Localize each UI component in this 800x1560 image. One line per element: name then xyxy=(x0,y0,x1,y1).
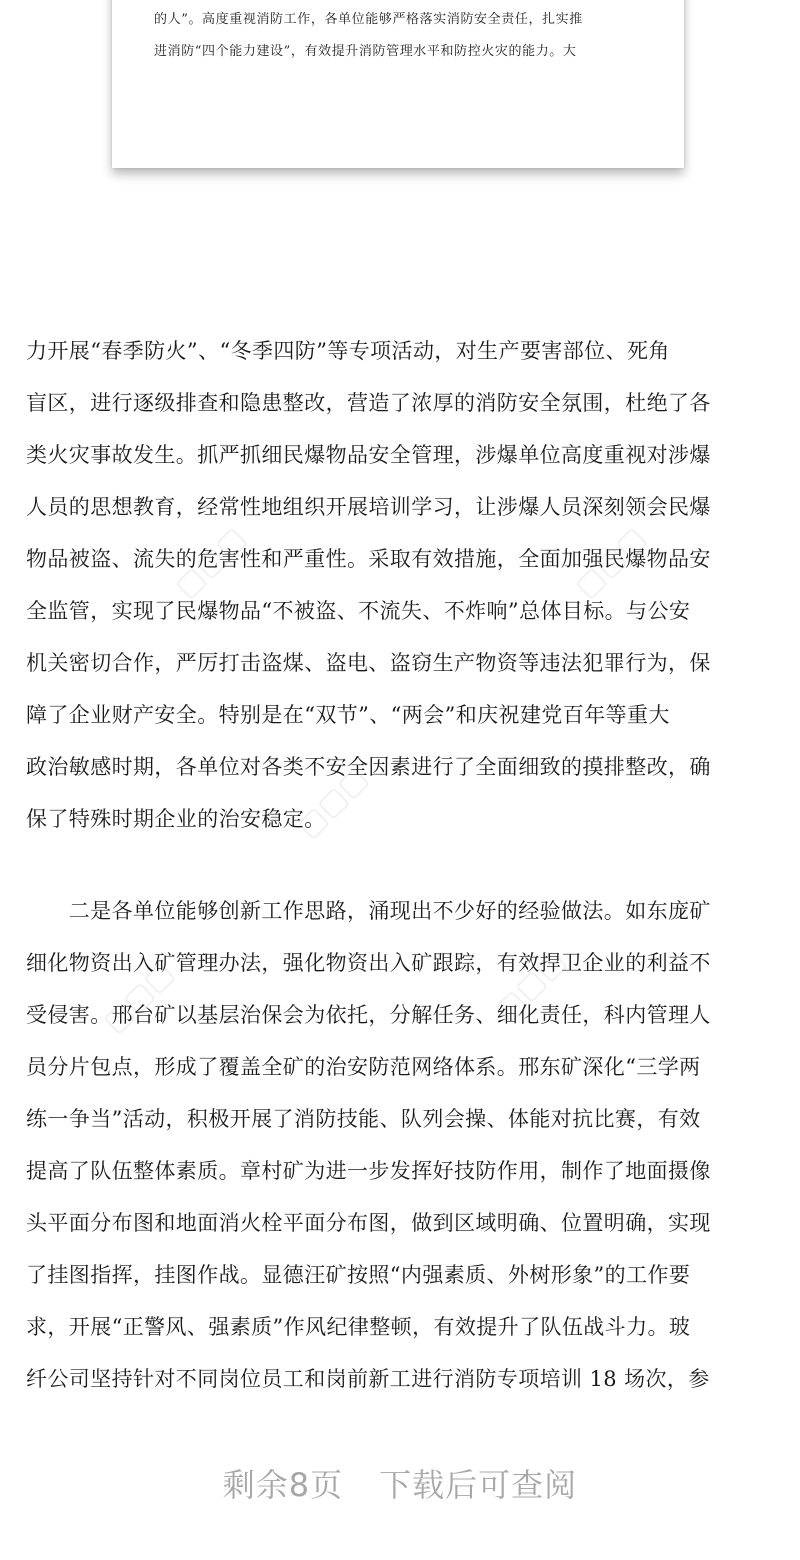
preview-page-card xyxy=(112,0,684,168)
paragraph-line: 求，开展“正警风、强素质”作风纪律整顿，有效提升了队伍战斗力。玻 xyxy=(26,1315,691,1339)
paragraph-line: 类火灾事故发生。抓严抓细民爆物品安全管理，涉爆单位高度重视对涉爆 xyxy=(26,443,711,467)
paragraph-line: 员分片包点，形成了覆盖全矿的治安防范网络体系。邢东矿深化“三学两 xyxy=(26,1055,701,1079)
watermark-icon: ▢▢▢ xyxy=(96,955,181,1040)
paragraph-line: 纤公司坚持针对不同岗位员工和岗前新工进行消防专项培训 18 场次，参 xyxy=(26,1367,710,1391)
paragraph-line: 物品被盗、流失的危害性和严重性。采取有效措施，全面加强民爆物品安 xyxy=(26,547,711,571)
remaining-pages-label: 剩余8页 xyxy=(222,1466,344,1504)
download-to-read-more-button[interactable] xyxy=(0,1460,800,1506)
preview-text-line: 的人”。高度重视消防工作，各单位能够严格落实消防安全责任，扎实推 xyxy=(154,12,583,27)
paragraph-line: 了挂图指挥，挂图作战。显德汪矿按照“内强素质、外树形象”的工作要 xyxy=(26,1263,691,1287)
paragraph-line: 力开展“春季防火”、“冬季四防”等专项活动，对生产要害部位、死角 xyxy=(26,339,670,363)
watermark-icon: ▢▢▢ xyxy=(290,760,375,845)
paragraph-line: 盲区，进行逐级排查和隐患整改，营造了浓厚的消防安全氛围，杜绝了各 xyxy=(26,391,711,415)
paragraph-line: 保了特殊时期企业的治安稳定。 xyxy=(26,807,326,831)
preview-text-line: 进消防“四个能力建设”，有效提升消防管理水平和防控火灾的能力。大 xyxy=(154,44,577,59)
paragraph-line: 细化物资出入矿管理办法，强化物资出入矿跟踪，有效捍卫企业的利益不 xyxy=(26,951,711,975)
download-prompt-label: 下载后可查阅 xyxy=(379,1466,578,1504)
paragraph-line: 机关密切合作，严厉打击盗煤、盗电、盗窃生产物资等违法犯罪行为，保 xyxy=(26,651,711,675)
paragraph-line: 全监管，实现了民爆物品“不被盗、不流失、不炸响”总体目标。与公安 xyxy=(26,599,691,623)
paragraph-line: 练一争当”活动，积极开展了消防技能、队列会操、体能对抗比赛，有效 xyxy=(26,1107,701,1131)
paragraph-line: 政治敏感时期，各单位对各类不安全因素进行了全面细致的摸排整改，确 xyxy=(26,755,711,779)
watermark-icon: ▢▢▢ xyxy=(168,520,253,605)
paragraph-line: 人员的思想教育，经常性地组织开展培训学习，让涉爆人员深刻领会民爆 xyxy=(26,495,711,519)
paragraph-line: 障了企业财产安全。特别是在“双节”、“两会”和庆祝建党百年等重大 xyxy=(26,703,670,727)
paragraph-line: 提高了队伍整体素质。章村矿为进一步发挥好技防作用，制作了地面摄像 xyxy=(26,1159,711,1183)
watermark-icon: ▢▢▢ xyxy=(488,943,573,1028)
watermark-icon: ▢▢▢ xyxy=(568,520,653,605)
paragraph-line: 受侵害。邢台矿以基层治保会为依托，分解任务、细化责任，科内管理人 xyxy=(26,1003,711,1027)
paragraph-line: 头平面分布图和地面消火栓平面分布图，做到区域明确、位置明确，实现 xyxy=(26,1211,711,1235)
paragraph-line: 二是各单位能够创新工作思路，涌现出不少好的经验做法。如东庞矿 xyxy=(26,899,711,923)
